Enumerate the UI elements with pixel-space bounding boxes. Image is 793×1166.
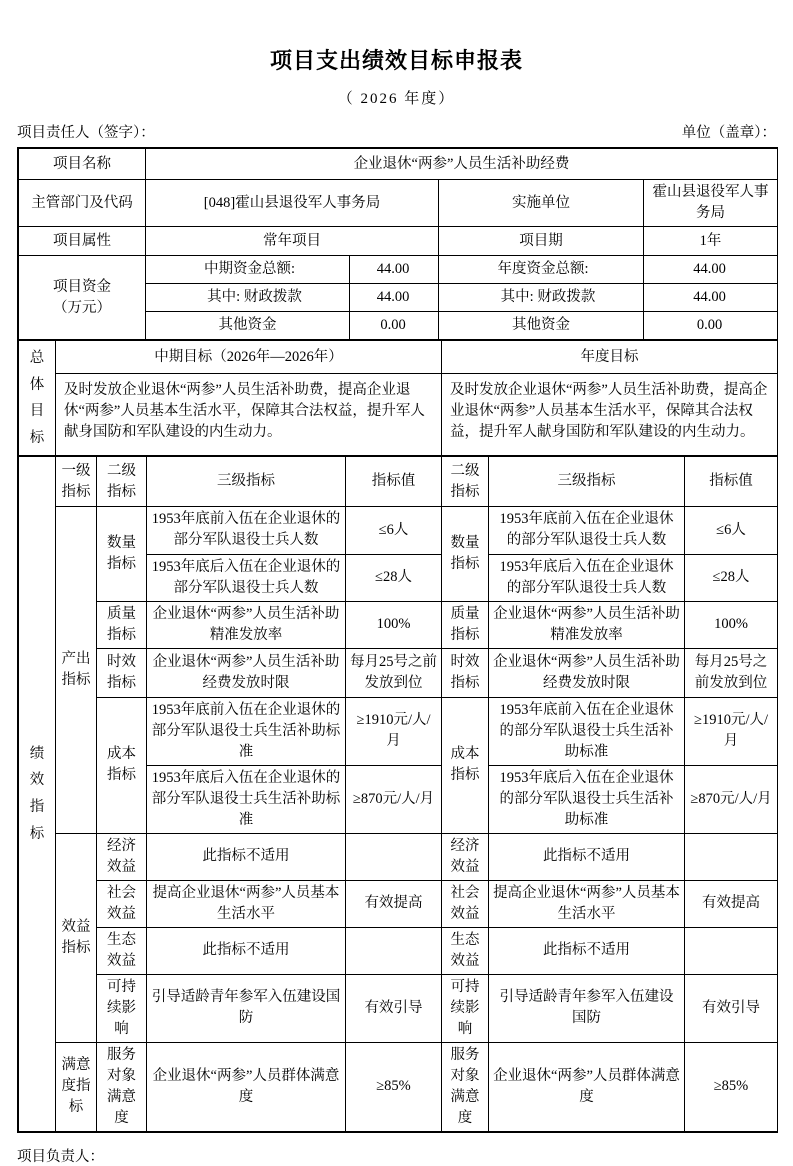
mid-goal-text: 及时发放企业退休“两参”人员生活补助费，提高企业退休“两参”人员基本生活水平，保障其合法权益，提升军人献身国防和军队建设的内生动力。 <box>56 374 442 456</box>
table-row <box>19 374 778 456</box>
indicator-value-right: 有效提高 <box>685 880 778 927</box>
unit-seal-label: 单位（盖章）： <box>681 125 776 142</box>
indicator-value-right <box>685 833 778 880</box>
indicator-row <box>19 880 778 927</box>
period-label: 项目期 <box>439 227 644 256</box>
page-subtitle: （ 2026 年度） <box>337 91 456 108</box>
indicator-text-right: 1953年底前入伍在企业退休的部分军队退役士兵生活补助标准 <box>489 697 685 765</box>
table-row <box>19 256 778 284</box>
sustainability-label: 可持续影响 <box>97 974 147 1042</box>
cost-label-right: 成本指标 <box>442 697 489 833</box>
impl-unit-label: 实施单位 <box>439 180 644 227</box>
quality-label: 质量指标 <box>97 601 147 648</box>
annual-fiscal-value: 44.00 <box>644 284 778 312</box>
indicator-value: ≥870元/人/月 <box>346 765 442 833</box>
indicator-value: ≤28人 <box>346 554 442 601</box>
group-satisfaction-label: 满意度指标 <box>56 1042 97 1131</box>
indicator-value: 100% <box>346 601 442 648</box>
indicator-text: 此指标不适用 <box>147 833 346 880</box>
indicator-text: 此指标不适用 <box>147 927 346 974</box>
indicator-text: 1953年底后入伍在企业退休的部分军队退役士兵人数 <box>147 554 346 601</box>
indicator-text-right: 企业退休“两参”人员生活补助精准发放率 <box>489 601 685 648</box>
indicator-row <box>19 1042 778 1131</box>
indicator-value: ≥1910元/人/月 <box>346 697 442 765</box>
indicator-text-right: 1953年底后入伍在企业退休的部分军队退役士兵生活补助标准 <box>489 765 685 833</box>
indicator-row <box>19 507 778 554</box>
sustainability-label-right: 可持续影响 <box>442 974 489 1042</box>
level2-header: 二级指标 <box>97 457 147 507</box>
indicator-value: 每月25号之前发放到位 <box>346 648 442 697</box>
indicator-text: 1953年底后入伍在企业退休的部分军队退役士兵生活补助标准 <box>147 765 346 833</box>
responsible-person-label: 项目责任人（签字）： <box>17 125 155 142</box>
indicator-text-right: 企业退休“两参”人员群体满意度 <box>489 1042 685 1131</box>
social-label-right: 社会效益 <box>442 880 489 927</box>
value-header-right: 指标值 <box>685 457 778 507</box>
indicator-value <box>346 927 442 974</box>
indicator-value <box>346 833 442 880</box>
indicator-value-right: 有效引导 <box>685 974 778 1042</box>
mid-funds-total-label: 中期资金总额: <box>146 256 350 284</box>
service-satisfaction-label-right: 服务对象满意度 <box>442 1042 489 1131</box>
funds-label: 项目资金 （万元） <box>19 256 146 340</box>
cost-label: 成本指标 <box>97 697 147 833</box>
value-header: 指标值 <box>346 457 442 507</box>
table-row <box>19 180 778 227</box>
timeliness-label-right: 时效指标 <box>442 648 489 697</box>
annual-other-funds-label: 其他资金 <box>439 312 644 340</box>
project-name-value: 企业退休“两参”人员生活补助经费 <box>146 149 778 180</box>
social-label: 社会效益 <box>97 880 147 927</box>
level3-header-right: 三级指标 <box>489 457 685 507</box>
dept-code-label: 主管部门及代码 <box>19 180 146 227</box>
quantity-label-right: 数量指标 <box>442 507 489 601</box>
mid-other-funds-label: 其他资金 <box>146 312 350 340</box>
mid-fiscal-value: 44.00 <box>350 284 439 312</box>
indicator-text: 引导适龄青年参军入伍建设国防 <box>147 974 346 1042</box>
sign-row <box>17 121 776 142</box>
mid-fiscal-label: 其中: 财政拨款 <box>146 284 350 312</box>
mid-funds-total-value: 44.00 <box>350 256 439 284</box>
indicator-value-right: 100% <box>685 601 778 648</box>
indicator-value-right <box>685 927 778 974</box>
indicator-text-right: 1953年底前入伍在企业退休的部分军队退役士兵人数 <box>489 507 685 554</box>
level2-header-right: 二级指标 <box>442 457 489 507</box>
indicator-header-row <box>19 457 778 507</box>
attribute-label: 项目属性 <box>19 227 146 256</box>
indicator-text-right: 此指标不适用 <box>489 833 685 880</box>
indicator-text: 1953年底前入伍在企业退休的部分军队退役士兵生活补助标准 <box>147 697 346 765</box>
impl-unit-value: 霍山县退役军人事务局 <box>644 180 778 227</box>
indicator-text-right: 企业退休“两参”人员生活补助经费发放时限 <box>489 648 685 697</box>
level1-header: 一级指标 <box>56 457 97 507</box>
indicator-text: 企业退休“两参”人员生活补助经费发放时限 <box>147 648 346 697</box>
annual-funds-total-value: 44.00 <box>644 256 778 284</box>
indicator-text-right: 提高企业退休“两参”人员基本生活水平 <box>489 880 685 927</box>
indicator-value-right: ≥1910元/人/月 <box>685 697 778 765</box>
level3-header: 三级指标 <box>147 457 346 507</box>
indicator-text: 提高企业退休“两参”人员基本生活水平 <box>147 880 346 927</box>
indicator-text: 企业退休“两参”人员群体满意度 <box>147 1042 346 1131</box>
economic-label-right: 经济效益 <box>442 833 489 880</box>
period-value: 1年 <box>644 227 778 256</box>
quantity-label: 数量指标 <box>97 507 147 601</box>
overall-goal-table <box>18 340 778 456</box>
indicator-value-right: ≥85% <box>685 1042 778 1131</box>
indicator-value: 有效引导 <box>346 974 442 1042</box>
indicator-row <box>19 601 778 648</box>
indicator-value: ≤6人 <box>346 507 442 554</box>
annual-goal-text: 及时发放企业退休“两参”人员生活补助费，提高企业退休“两参”人员基本生活水平，保障其合法权益，提升军人献身国防和军队建设的内生动力。 <box>442 374 778 456</box>
group-output-label: 产出指标 <box>56 507 97 833</box>
indicator-text-right: 引导适龄青年参军入伍建设国防 <box>489 974 685 1042</box>
table-row <box>19 227 778 256</box>
annual-fiscal-label: 其中: 财政拨款 <box>439 284 644 312</box>
economic-label: 经济效益 <box>97 833 147 880</box>
annual-other-funds-value: 0.00 <box>644 312 778 340</box>
page-title: 项目支出绩效目标申报表 <box>269 48 523 73</box>
indicator-table <box>18 456 778 1131</box>
ecological-label: 生态效益 <box>97 927 147 974</box>
form-table <box>17 147 778 1132</box>
indicator-row <box>19 697 778 765</box>
indicator-text: 1953年底前入伍在企业退休的部分军队退役士兵人数 <box>147 507 346 554</box>
indicator-value-right: ≥870元/人/月 <box>685 765 778 833</box>
indicator-text: 企业退休“两参”人员生活补助精准发放率 <box>147 601 346 648</box>
indicator-text-right: 1953年底后入伍在企业退休的部分军队退役士兵人数 <box>489 554 685 601</box>
group-benefit-label: 效益指标 <box>56 833 97 1042</box>
indicator-text-right: 此指标不适用 <box>489 927 685 974</box>
indicator-row <box>19 927 778 974</box>
project-leader-label: 项目负责人： <box>17 1148 104 1165</box>
attribute-value: 常年项目 <box>146 227 439 256</box>
indicator-row <box>19 974 778 1042</box>
timeliness-label: 时效指标 <box>97 648 147 697</box>
table-row <box>19 341 778 374</box>
overall-goal-side-label: 总体目标 <box>19 341 56 456</box>
indicator-value-right: ≤28人 <box>685 554 778 601</box>
annual-funds-total-label: 年度资金总额: <box>439 256 644 284</box>
indicator-value-right: 每月25号之前发放到位 <box>685 648 778 697</box>
indicator-side-label: 绩效指标 <box>19 457 56 1131</box>
indicator-value: ≥85% <box>346 1042 442 1131</box>
indicator-value-right: ≤6人 <box>685 507 778 554</box>
project-info-table <box>18 148 778 340</box>
indicator-row <box>19 648 778 697</box>
mid-goal-header: 中期目标（2026年—2026年） <box>56 341 442 374</box>
indicator-value: 有效提高 <box>346 880 442 927</box>
service-satisfaction-label: 服务对象满意度 <box>97 1042 147 1131</box>
table-row <box>19 149 778 180</box>
quality-label-right: 质量指标 <box>442 601 489 648</box>
annual-goal-header: 年度目标 <box>442 341 778 374</box>
indicator-row <box>19 833 778 880</box>
project-name-label: 项目名称 <box>19 149 146 180</box>
mid-other-funds-value: 0.00 <box>350 312 439 340</box>
dept-code-value: [048]霍山县退役军人事务局 <box>146 180 439 227</box>
ecological-label-right: 生态效益 <box>442 927 489 974</box>
